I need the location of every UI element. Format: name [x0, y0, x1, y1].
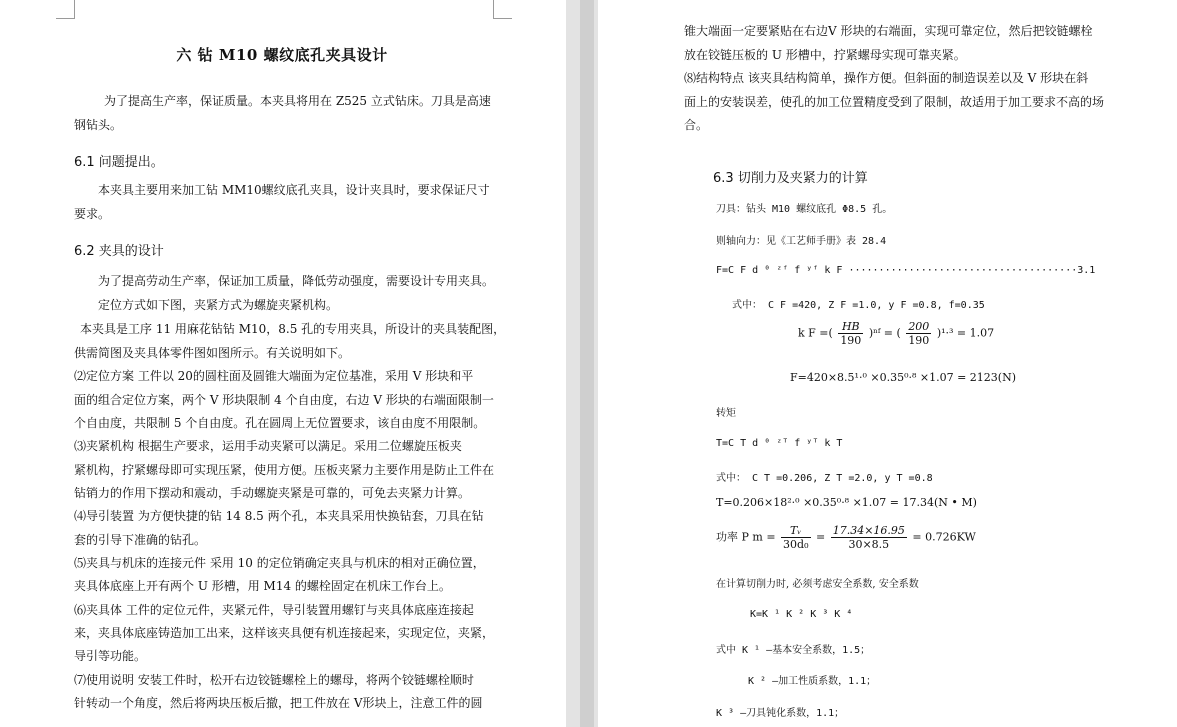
s62-line: ⑶夹紧机构 根据生产要求，运用手动夹紧可以满足。采用二位螺旋压板夹 — [74, 439, 462, 453]
right-page — [598, 0, 1177, 727]
power-fraction-2 — [831, 524, 907, 551]
s61-line-1: 本夹具主要用来加工钻 MM10螺纹底孔夹具，设计夹具时，要求保证尺寸 — [98, 183, 490, 197]
kf-mid: )ⁿᶠ = ( — [868, 326, 901, 340]
force-params: 式中： C F =420, Z F =1.0, y F =0.8, f=0.35 — [732, 300, 985, 311]
left-page — [0, 0, 566, 727]
equals-sign: = — [816, 530, 826, 544]
power-frac2-den: 30×8.5 — [848, 538, 890, 551]
crop-mark-top-right — [493, 0, 512, 19]
power-frac1-num: Tᵥ — [781, 524, 810, 538]
kf-frac1-num: HB — [838, 320, 863, 334]
safety-factor-line: 在计算切削力时, 必须考虑安全系数, 安全系数 — [716, 579, 919, 590]
section-6-1-heading: 6.1 问题提出。 — [74, 155, 164, 170]
s62-line: 面的组合定位方案，两个 V 形块限制 4 个自由度，右边 V 形块的右端面限制一 — [74, 393, 494, 407]
kf-lhs: k F =( — [798, 326, 833, 340]
s62-line: 定位方式如下图，夹紧方式为螺旋夹紧机构。 — [98, 298, 339, 312]
k2-line: K ² —加工性质系数，1.1； — [748, 676, 877, 687]
s62-line: ⑵定位方案 工件以 20的圆柱面及圆锥大端面为定位基准，采用 V 形块和平 — [74, 369, 474, 383]
s61-line-2: 要求。 — [74, 207, 111, 221]
power-label: 功率 P m = — [716, 530, 776, 544]
torque-label: 转矩 — [716, 408, 736, 419]
k-formula: K=K ¹ K ² K ³ K ⁴ — [750, 609, 853, 620]
s62-line: 针转动一个角度，然后将两块压板后撤，把工件放在 V形块上，注意工件的圆 — [74, 696, 483, 710]
force-result: F=420×8.5¹·⁰ ×0.35⁰·⁸ ×1.07 = 2123(N) — [790, 371, 1017, 384]
force-formula: F=C F d ⁰ ᶻᶠ f ʸᶠ k F ······································3.1 — [716, 265, 1096, 276]
power-fraction-1 — [781, 524, 810, 551]
power-result: = 0.726KW — [912, 530, 976, 544]
section-6-3-heading: 6.3 切削力及夹紧力的计算 — [713, 171, 868, 186]
torque-result: T=0.206×18²·⁰ ×0.35⁰·⁸ ×1.07 = 17.34(N • M) — [716, 496, 977, 509]
k1-line: 式中 K ¹ —基本安全系数，1.5； — [716, 645, 871, 656]
kf-rhs: )¹·³ = 1.07 — [936, 326, 995, 340]
s62-line: 个自由度，共限制 5 个自由度。孔在圆周上无位置要求，该自由度不用限制。 — [74, 416, 486, 430]
kf-frac1-den: 190 — [840, 334, 862, 347]
s62-line: 套的引导下准确的钻孔。 — [74, 533, 207, 547]
intro-line-1: 为了提高生产率，保证质量。本夹具将用在 Z525 立式钻床。刀具是高速 — [104, 94, 491, 108]
intro-line-2: 钢钻头。 — [74, 118, 123, 132]
kf-frac2-num: 200 — [908, 320, 930, 333]
s62-line: ⑹夹具体 工件的定位元件，夹紧元件，导引装置用螺钉与夹具体底座连接起 — [74, 603, 474, 617]
s62-line: ⑺使用说明 安装工件时，松开右边铰链螺栓上的螺母，将两个铰链螺栓顺时 — [74, 673, 474, 687]
chapter-title: 六 钻 M10 螺纹底孔夹具设计 — [176, 46, 388, 64]
top-line: 面上的安装误差，使孔的加工位置精度受到了限制，故适用于加工要求不高的场 — [684, 95, 1105, 109]
page-gutter-shade — [580, 0, 594, 727]
top-line: ⑻结构特点 该夹具结构简单，操作方便。但斜面的制造误差以及 V 形块在斜 — [684, 71, 1089, 85]
s62-line: 供需简图及夹具体零件图如图所示。有关说明如下。 — [74, 346, 351, 360]
s62-line: ⑸夹具与机床的连接元件 采用 10 的定位销确定夹具与机床的相对正确位置， — [74, 556, 485, 570]
kf-fraction-2 — [906, 320, 931, 347]
power-frac1-den: 30d₀ — [783, 538, 809, 551]
section-6-2-heading: 6.2 夹具的设计 — [74, 244, 164, 259]
torque-params: 式中： C T =0.206, Z T =2.0, y T =0.8 — [716, 473, 933, 484]
torque-formula: T=C T d ⁰ ᶻᵀ f ʸᵀ k T — [716, 438, 843, 449]
s62-line: 为了提高劳动生产率，保证加工质量，降低劳动强度，需要设计专用夹具。 — [98, 274, 495, 288]
power-formula — [716, 524, 976, 551]
s62-line: 导引等功能。 — [74, 649, 147, 663]
top-line: 放在铰链压板的 U 形槽中，拧紧螺母实现可靠夹紧。 — [684, 48, 966, 62]
s62-line: 来，夹具体底座铸造加工出来，这样该夹具便有机连接起来，实现定位，夹紧， — [74, 626, 495, 640]
s62-line: 夹具体底座上开有两个 U 形槽，用 M14 的螺栓固定在机床工作台上。 — [74, 579, 451, 593]
tool-line: 刀具：钻头 M10 螺纹底孔 Φ8.5 孔。 — [716, 204, 893, 215]
s62-line: ⑷导引装置 为方便快捷的钻 14 8.5 两个孔，本夹具采用快换钻套，刀具在钻 — [74, 509, 484, 523]
s62-line: 紧机构，拧紧螺母即可实现压紧，使用方便。压板夹紧力主要作用是防止工件在 — [74, 463, 495, 477]
kf-frac2-den: 190 — [908, 334, 930, 347]
axial-force-line: 则轴向力：见《工艺师手册》表 28.4 — [716, 236, 887, 247]
kf-fraction-1 — [838, 320, 863, 347]
k3-line: K ³ —刀具钝化系数，1.1； — [716, 708, 845, 719]
crop-mark-top-left — [56, 0, 75, 19]
s62-line: 本夹具是工序 11 用麻花钻钻 M10，8.5 孔的专用夹具，所设计的夹具装配图， — [80, 322, 506, 336]
s62-line: 钻销力的作用下摆动和震动，手动螺旋夹紧是可靠的，可免去夹紧力计算。 — [74, 486, 471, 500]
top-line: 锥大端面一定要紧贴在右边V 形块的右端面，实现可靠定位，然后把铰链螺栓 — [684, 24, 1093, 38]
top-line: 合。 — [684, 118, 709, 132]
kf-formula — [798, 320, 994, 347]
power-frac2-num: 17.34×16.95 — [832, 524, 905, 537]
